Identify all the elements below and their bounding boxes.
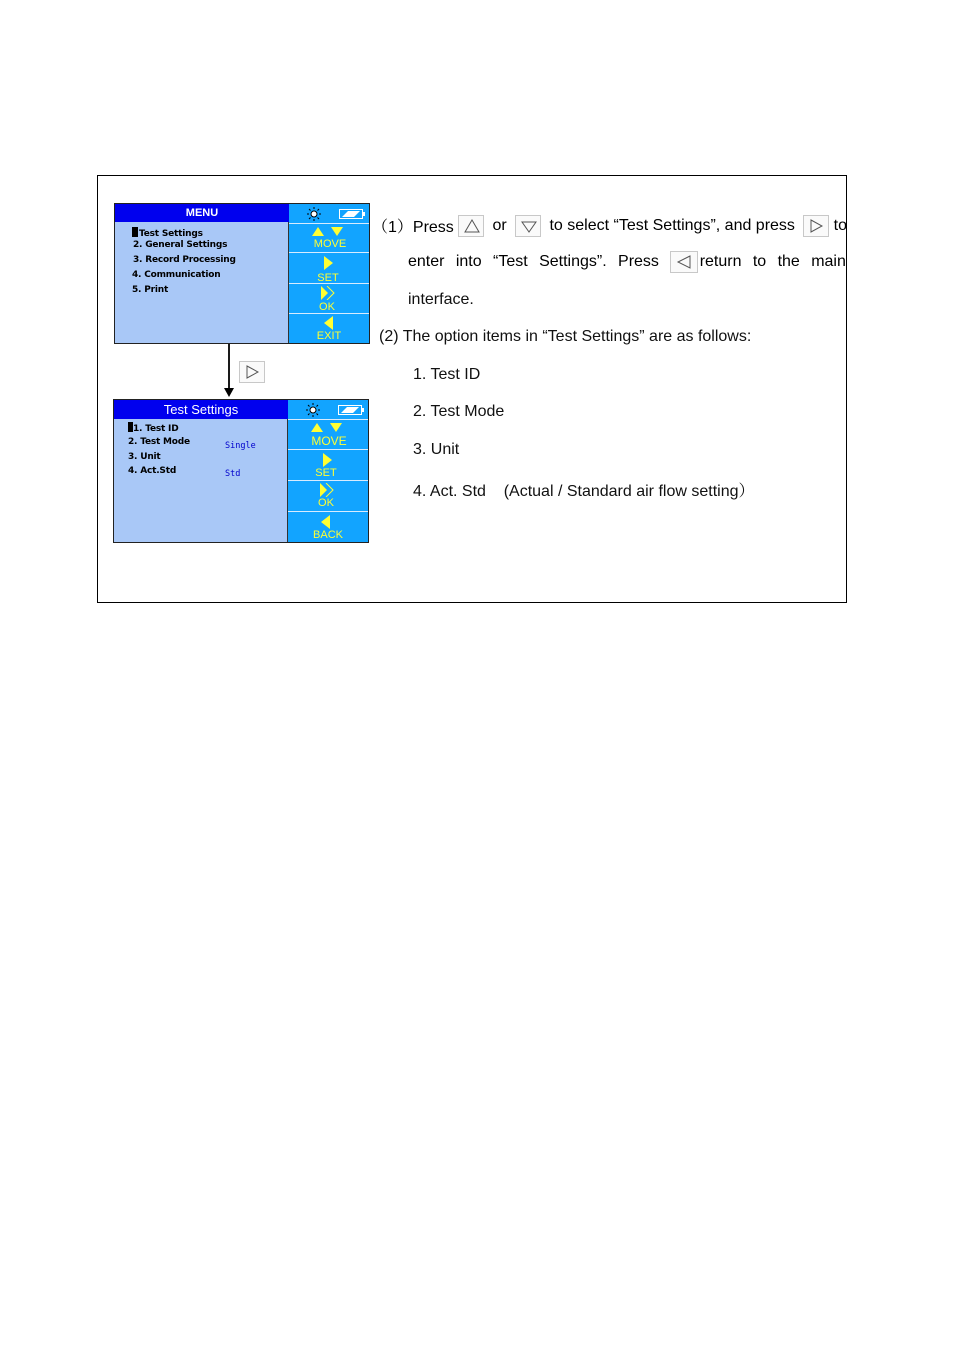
menu-item-general-settings[interactable]: 2. General Settings [133, 240, 228, 250]
to-text: to [833, 216, 847, 234]
word: into [455, 253, 482, 270]
left-triangle-icon [676, 255, 692, 269]
select-text: to select “Test Settings”, and press [549, 216, 795, 234]
option-act-std[interactable]: 4. Act.Std [128, 466, 177, 476]
option-list-item: 3. Unit [413, 441, 460, 458]
cursor-block [132, 227, 138, 237]
step1-line3: interface. [408, 291, 474, 308]
step1-prefix: （1）Press [372, 219, 454, 236]
status-row [288, 400, 369, 420]
down-key-button[interactable] [515, 215, 541, 237]
set-button[interactable]: SET [289, 253, 370, 284]
option-test-mode[interactable]: 2. Test Mode [128, 437, 190, 447]
option-list-item: 1. Test ID [413, 366, 481, 383]
act-std-value: Std [225, 469, 241, 479]
right-triangle-icon [245, 365, 259, 379]
step1-line2 [408, 251, 846, 273]
right-triangle-icon [323, 453, 332, 467]
word: “Test [493, 253, 528, 270]
menu-item-communication[interactable]: 4. Communication [132, 270, 221, 280]
move-button[interactable]: MOVE [289, 224, 370, 253]
right-key-button[interactable] [239, 361, 265, 383]
left-key-button[interactable] [670, 251, 698, 273]
left-triangle-icon [324, 316, 333, 330]
word: return [699, 253, 742, 270]
exit-button[interactable]: EXIT [289, 314, 370, 344]
step2-text: (2) The option items in “Test Settings” are as follows: [379, 328, 752, 345]
test-mode-value: Single [225, 441, 256, 451]
menu-item-print[interactable]: 5. Print [132, 285, 169, 295]
up-triangle-icon [311, 423, 323, 432]
right-double-triangle-icon [321, 286, 335, 300]
right-triangle-icon [809, 219, 823, 233]
step1-line1 [372, 214, 847, 237]
left-triangle-icon [321, 515, 330, 529]
word: the [777, 253, 800, 270]
option-list-item: 2. Test Mode [413, 403, 505, 420]
word: Press [618, 253, 659, 270]
menu-screen [114, 203, 370, 344]
up-triangle-icon [464, 219, 480, 233]
sun-icon [306, 403, 320, 417]
up-key-button[interactable] [458, 215, 484, 237]
word: Settings”. [539, 253, 607, 270]
test-settings-screen [113, 399, 369, 543]
or-text: or [492, 216, 507, 234]
status-row [289, 204, 370, 224]
right-double-triangle-icon [320, 483, 334, 497]
down-triangle-icon [331, 227, 343, 236]
word: to [752, 253, 767, 270]
move-button[interactable]: MOVE [288, 420, 369, 450]
option-list-item: 4. Act. Std (Actual / Standard air flow setting） [413, 483, 755, 500]
down-arrow-icon [223, 344, 235, 398]
up-triangle-icon [312, 227, 324, 236]
ok-button[interactable]: OK [288, 481, 369, 512]
menu-list [115, 204, 289, 343]
test-settings-list [114, 400, 288, 542]
right-key-button[interactable] [803, 215, 829, 237]
battery-icon [339, 209, 365, 219]
back-button[interactable]: BACK [288, 512, 369, 543]
word: enter [408, 253, 445, 270]
test-settings-side-panel [288, 400, 369, 542]
menu-item-record-processing[interactable]: 3. Record Processing [133, 255, 236, 265]
word: main [811, 253, 846, 270]
test-settings-title: Test Settings [114, 400, 288, 419]
down-triangle-icon [330, 423, 342, 432]
option-test-id[interactable]: 1. Test ID [128, 422, 178, 434]
set-button[interactable]: SET [288, 450, 369, 481]
menu-side-panel [289, 204, 370, 343]
down-triangle-icon [521, 219, 537, 233]
sun-icon [307, 207, 321, 221]
ok-button[interactable]: OK [289, 284, 370, 314]
option-unit[interactable]: 3. Unit [128, 452, 161, 462]
battery-icon [338, 405, 364, 415]
right-triangle-icon [324, 256, 333, 270]
menu-title: MENU [115, 204, 289, 222]
menu-item-test-settings[interactable]: Test Settings [132, 227, 203, 239]
